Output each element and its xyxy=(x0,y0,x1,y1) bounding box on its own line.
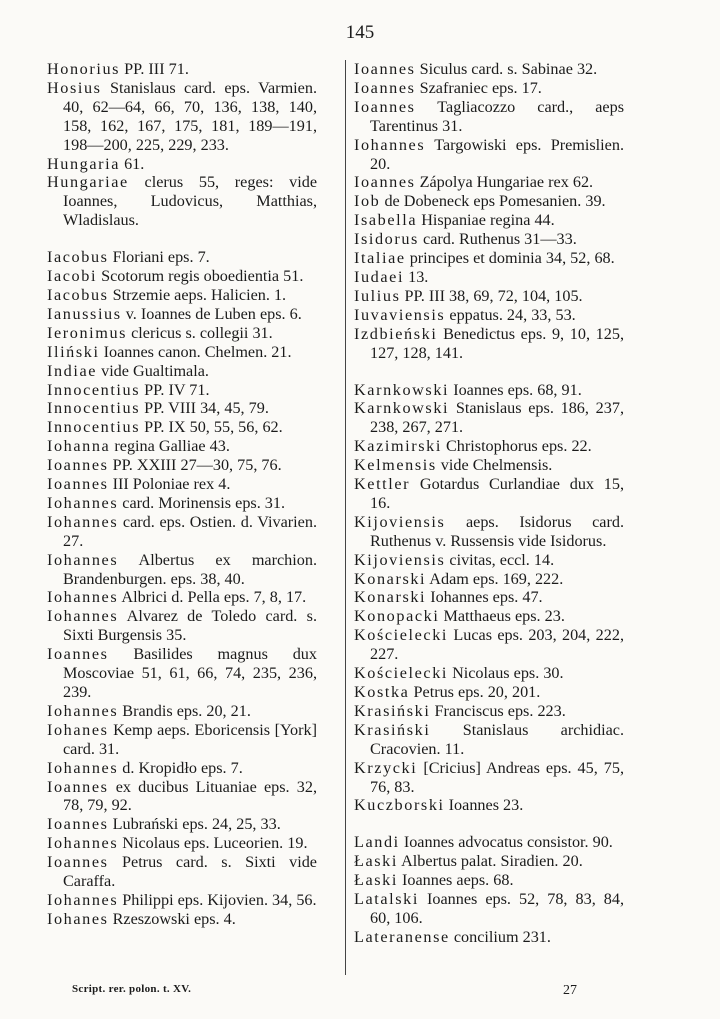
entry-text: card. eps. Ostien. d. Vivarien. 27. xyxy=(63,512,317,550)
entry-text: Kemp aeps. Eboricensis [York] card. 31. xyxy=(63,720,317,758)
index-entry xyxy=(354,664,624,683)
section-gap xyxy=(354,363,624,381)
index-entry xyxy=(47,399,317,418)
entry-headword: Hosius xyxy=(47,78,102,97)
index-entry xyxy=(47,343,317,362)
index-entry xyxy=(354,833,624,852)
entry-text: aeps. Isidorus card. Ruthenus v. Russensis vide Isidorus. xyxy=(370,512,624,550)
section-gap xyxy=(47,230,317,248)
entry-text: Ioannes 23. xyxy=(444,796,524,815)
index-entry xyxy=(354,60,624,79)
entry-headword: Ioannes xyxy=(47,853,109,872)
index-entry xyxy=(354,230,624,249)
entry-text: principes et dominia 34, 52, 68. xyxy=(405,249,615,268)
page-number: 145 xyxy=(345,22,375,43)
entry-headword: Krasiński xyxy=(354,701,431,720)
entry-text: Scotorum regis oboedientia 51. xyxy=(97,267,304,286)
entry-headword: Ioannes xyxy=(354,60,416,78)
entry-text: Christophorus eps. 22. xyxy=(441,437,592,456)
entry-headword: Hungaria xyxy=(47,154,121,173)
entry-headword: Ioannes xyxy=(47,815,109,834)
entry-text: eppatus. 24, 33, 53. xyxy=(445,305,576,324)
entry-headword: Iohannes xyxy=(47,701,119,720)
index-entry xyxy=(354,287,624,306)
entry-text: Petrus eps. 20, 201. xyxy=(409,683,541,701)
index-entry xyxy=(47,79,317,155)
entry-text: Ioannes aeps. 68. xyxy=(397,871,514,890)
index-entry xyxy=(354,475,624,513)
entry-text: 13. xyxy=(404,267,429,286)
entry-headword: Innocentius xyxy=(47,418,141,437)
entry-headword: Iacobus xyxy=(47,248,109,267)
index-entry xyxy=(47,324,317,343)
entry-headword: Indiae xyxy=(47,361,98,380)
entry-headword: Iohannes xyxy=(47,890,119,909)
index-entry xyxy=(47,891,317,910)
entry-text: PP. III 71. xyxy=(120,60,189,78)
entry-text: ex ducibus Lituaniae eps. 32, 78, 79, 92. xyxy=(63,777,317,815)
entry-text: Floriani eps. 7. xyxy=(108,248,210,267)
entry-headword: Iohannes xyxy=(47,550,119,569)
index-entry xyxy=(354,79,624,98)
index-entry xyxy=(354,98,624,136)
index-entry xyxy=(354,759,624,797)
entry-headword: Landi xyxy=(354,833,400,852)
index-entry xyxy=(354,399,624,437)
entry-headword: Izdbieński xyxy=(354,324,438,343)
entry-headword: Iohannes xyxy=(47,493,119,512)
entry-headword: Ieronimus xyxy=(47,323,128,342)
index-entry xyxy=(47,702,317,721)
entry-headword: Italiae xyxy=(354,249,406,268)
entry-text: Ioannes eps. 52, 78, 83, 84, 60, 106. xyxy=(370,890,624,927)
entry-headword: Kijoviensis xyxy=(354,550,446,569)
entry-headword: Lateranense xyxy=(354,927,450,946)
index-entry xyxy=(47,381,317,400)
entry-text: Lubrański eps. 24, 25, 33. xyxy=(108,815,281,834)
entry-text: Strzemie aeps. Halicien. 1. xyxy=(108,285,287,304)
entry-headword: Kazimirski xyxy=(354,437,442,456)
index-entry xyxy=(47,759,317,778)
index-entry xyxy=(354,325,624,363)
entry-headword: Innocentius xyxy=(47,399,141,418)
index-entry xyxy=(354,513,624,551)
sheet-number: 27 xyxy=(563,983,577,998)
entry-text: Tagliacozzo card., aeps Tarentinus 31. xyxy=(370,97,624,135)
entry-text: Albertus palat. Siradien. 20. xyxy=(397,852,583,871)
entry-headword: Kościelecki xyxy=(354,626,449,645)
entry-text: Iohannes eps. 47. xyxy=(426,588,543,607)
index-entry xyxy=(47,248,317,267)
index-column-right xyxy=(354,60,624,947)
entry-text: concilium 231. xyxy=(449,927,551,946)
entry-text: clericus s. collegii 31. xyxy=(127,323,273,342)
index-entry xyxy=(354,928,624,947)
entry-text: 61. xyxy=(120,154,145,173)
entry-headword: Kuczborski xyxy=(354,796,445,815)
entry-headword: Iacobi xyxy=(47,267,98,286)
entry-headword: Ioannes xyxy=(47,645,109,664)
index-entry xyxy=(354,136,624,174)
entry-text: Hispaniae regina 44. xyxy=(417,211,555,230)
entry-text: Nicolaus eps. Luceorien. 19. xyxy=(118,834,308,853)
index-entry xyxy=(354,381,624,400)
index-entry xyxy=(354,306,624,325)
index-entry xyxy=(354,871,624,890)
index-entry xyxy=(47,834,317,853)
entry-text: Siculus card. s. Sabinae 32. xyxy=(415,60,598,78)
entry-text: regina Galliae 43. xyxy=(110,437,230,456)
entry-headword: Iob xyxy=(354,192,381,211)
entry-text: Albertus ex marchion. Brandenburgen. eps. 38, 40. xyxy=(63,550,317,588)
index-entry xyxy=(47,721,317,759)
entry-headword: Isabella xyxy=(354,211,418,230)
entry-headword: Ioannes xyxy=(47,777,109,796)
index-entry xyxy=(354,437,624,456)
entry-text: civitas, eccl. 14. xyxy=(445,550,555,569)
entry-headword: Iuvaviensis xyxy=(354,305,446,324)
entry-text: Ioannes canon. Chelmen. 21. xyxy=(99,342,292,361)
entry-text: Brandis eps. 20, 21. xyxy=(118,701,251,720)
index-entry xyxy=(354,456,624,475)
entry-headword: Iohannes xyxy=(47,607,119,626)
entry-text: III Poloniae rex 4. xyxy=(108,475,231,494)
entry-headword: Latalski xyxy=(354,890,419,909)
index-entry xyxy=(47,286,317,305)
entry-text: Ioannes advocatus consistor. 90. xyxy=(399,833,613,852)
entry-headword: Łaski xyxy=(354,852,398,871)
entry-text: clerus 55, reges: vide Ioannes, Ludovicus, Matthias, Wladislaus. xyxy=(63,173,317,230)
entry-text: PP. IX 50, 55, 56, 62. xyxy=(140,418,283,437)
entry-headword: Karnkowski xyxy=(354,399,450,418)
entry-headword: Kościelecki xyxy=(354,664,449,683)
entry-text: Stanislaus eps. 186, 237, 238, 267, 271. xyxy=(370,399,624,437)
entry-headword: Ioannes xyxy=(47,456,109,475)
entry-text: Benedictus eps. 9, 10, 125, 127, 128, 141. xyxy=(370,324,624,362)
entry-headword: Isidorus xyxy=(354,230,419,249)
entry-text: Albrici d. Pella eps. 7, 8, 17. xyxy=(118,588,307,607)
entry-text: Stanislaus archidiac. Cracovien. 11. xyxy=(370,720,624,758)
entry-text: Szafraniec eps. 17. xyxy=(415,78,542,97)
section-gap xyxy=(354,815,624,833)
entry-headword: Krasiński xyxy=(354,720,431,739)
entry-headword: Iudaei xyxy=(354,267,405,286)
signature-mark: Script. rer. polon. t. XV. xyxy=(72,983,192,995)
index-entry xyxy=(354,211,624,230)
entry-headword: Iohannes xyxy=(47,758,119,777)
index-entry xyxy=(47,173,317,230)
index-entry xyxy=(47,60,317,79)
index-entry xyxy=(354,173,624,192)
entry-text: Nicolaus eps. 30. xyxy=(448,664,564,683)
page-footer xyxy=(0,983,720,1003)
entry-headword: Iacobus xyxy=(47,285,109,304)
index-entry xyxy=(47,815,317,834)
index-entry xyxy=(354,588,624,607)
entry-headword: Konarski xyxy=(354,588,427,607)
entry-text: Lucas eps. 203, 204, 222, 227. xyxy=(370,626,624,664)
index-entry xyxy=(354,249,624,268)
entry-text: Petrus card. s. Sixti vide Caraffa. xyxy=(63,853,317,891)
index-entry xyxy=(354,551,624,570)
entry-text: Rzeszowski eps. 4. xyxy=(108,909,236,928)
entry-text: d. Kropidło eps. 7. xyxy=(118,758,243,777)
index-entry xyxy=(354,796,624,815)
entry-text: PP. VIII 34, 45, 79. xyxy=(140,399,269,418)
entry-headword: Iohanes xyxy=(47,720,109,739)
entry-headword: Iohannes xyxy=(47,588,119,607)
entry-headword: Kettler xyxy=(354,475,411,494)
entry-text: Ioannes eps. 68, 91. xyxy=(449,380,582,399)
index-entry xyxy=(354,702,624,721)
entry-headword: Karnkowski xyxy=(354,380,450,399)
entry-headword: Kelmensis xyxy=(354,456,437,475)
entry-text: vide Gualtimala. xyxy=(97,361,209,380)
index-entry xyxy=(354,570,624,589)
entry-headword: Iliński xyxy=(47,342,100,361)
index-entry xyxy=(354,268,624,287)
index-entry xyxy=(354,607,624,626)
entry-text: Targowiski eps. Premislien. 20. xyxy=(370,135,624,173)
entry-text: Zápolya Hungariae rex 62. xyxy=(415,173,594,192)
entry-headword: Konopacki xyxy=(354,607,440,626)
index-entry xyxy=(47,456,317,475)
entry-headword: Krzycki xyxy=(354,758,418,777)
entry-text: v. Ioannes de Luben eps. 6. xyxy=(121,304,302,323)
entry-text: Matthaeus eps. 23. xyxy=(439,607,565,626)
entry-text: Philippi eps. Kijovien. 34, 56. xyxy=(118,890,317,909)
entry-headword: Konarski xyxy=(354,569,427,588)
index-entry xyxy=(47,853,317,891)
entry-headword: Łaski xyxy=(354,871,398,890)
entry-text: PP. IV 71. xyxy=(140,380,210,399)
index-entry xyxy=(47,607,317,645)
entry-headword: Ioannes xyxy=(354,78,416,97)
entry-headword: Iohannes xyxy=(47,512,119,531)
index-entry xyxy=(354,683,624,702)
entry-text: card. Ruthenus 31—33. xyxy=(418,230,577,249)
index-entry xyxy=(47,362,317,381)
index-entry xyxy=(47,645,317,702)
entry-text: [Cricius] Andreas eps. 45, 75, 76, 83. xyxy=(370,758,624,796)
entry-headword: Iohannes xyxy=(47,834,119,853)
index-entry xyxy=(47,588,317,607)
entry-headword: Kijoviensis xyxy=(354,512,446,531)
index-entry xyxy=(47,910,317,929)
entry-text: card. Morinensis eps. 31. xyxy=(118,493,286,512)
entry-headword: Iohanna xyxy=(47,437,111,456)
entry-text: de Dobeneck eps Pomesanien. 39. xyxy=(380,192,606,211)
index-column-left xyxy=(47,60,317,929)
entry-text: PP. III 38, 69, 72, 104, 105. xyxy=(400,286,583,305)
entry-headword: Hungariae xyxy=(47,173,129,192)
index-entry xyxy=(47,418,317,437)
entry-headword: Iulius xyxy=(354,286,401,305)
entry-headword: Iohannes xyxy=(354,135,426,154)
index-entry xyxy=(47,475,317,494)
index-entry xyxy=(47,551,317,589)
entry-headword: Honorius xyxy=(47,60,121,78)
entry-text: Basilides magnus dux Moscoviae 51, 61, 66, 74, 235, 236, 239. xyxy=(63,645,317,701)
entry-headword: Iohanes xyxy=(47,909,109,928)
entry-text: Franciscus eps. 223. xyxy=(430,701,566,720)
index-entry xyxy=(47,437,317,456)
entry-text: Adam eps. 169, 222. xyxy=(426,569,564,588)
entry-text: Stanislaus card. eps. Varmien. 40, 62—64, 66, 70, 136, 138, 140, 158, 162, 167, 175, 181, 189—191, 198—200, 225, 229, 233. xyxy=(63,78,317,154)
entry-text: vide Chelmensis. xyxy=(436,456,553,475)
entry-headword: Ioannes xyxy=(354,173,416,192)
column-divider xyxy=(345,60,346,975)
entry-headword: Ioannes xyxy=(354,97,416,116)
index-entry xyxy=(354,890,624,928)
entry-headword: Innocentius xyxy=(47,380,141,399)
entry-text: PP. XXIII 27—30, 75, 76. xyxy=(108,456,282,475)
index-entry xyxy=(47,267,317,286)
index-entry xyxy=(47,513,317,551)
entry-text: Gotardus Curlandiae dux 15, 16. xyxy=(370,475,624,512)
entry-headword: Ioannes xyxy=(47,475,109,494)
index-entry xyxy=(47,305,317,324)
index-entry xyxy=(354,192,624,211)
index-entry xyxy=(47,494,317,513)
index-entry xyxy=(47,155,317,174)
index-entry xyxy=(354,852,624,871)
index-entry xyxy=(354,626,624,664)
entry-text: Alvarez de Toledo card. s. Sixti Burgensis 35. xyxy=(63,607,317,645)
index-entry xyxy=(354,721,624,759)
entry-headword: Kostka xyxy=(354,683,410,701)
entry-headword: Ianussius xyxy=(47,304,122,323)
index-entry xyxy=(47,778,317,816)
